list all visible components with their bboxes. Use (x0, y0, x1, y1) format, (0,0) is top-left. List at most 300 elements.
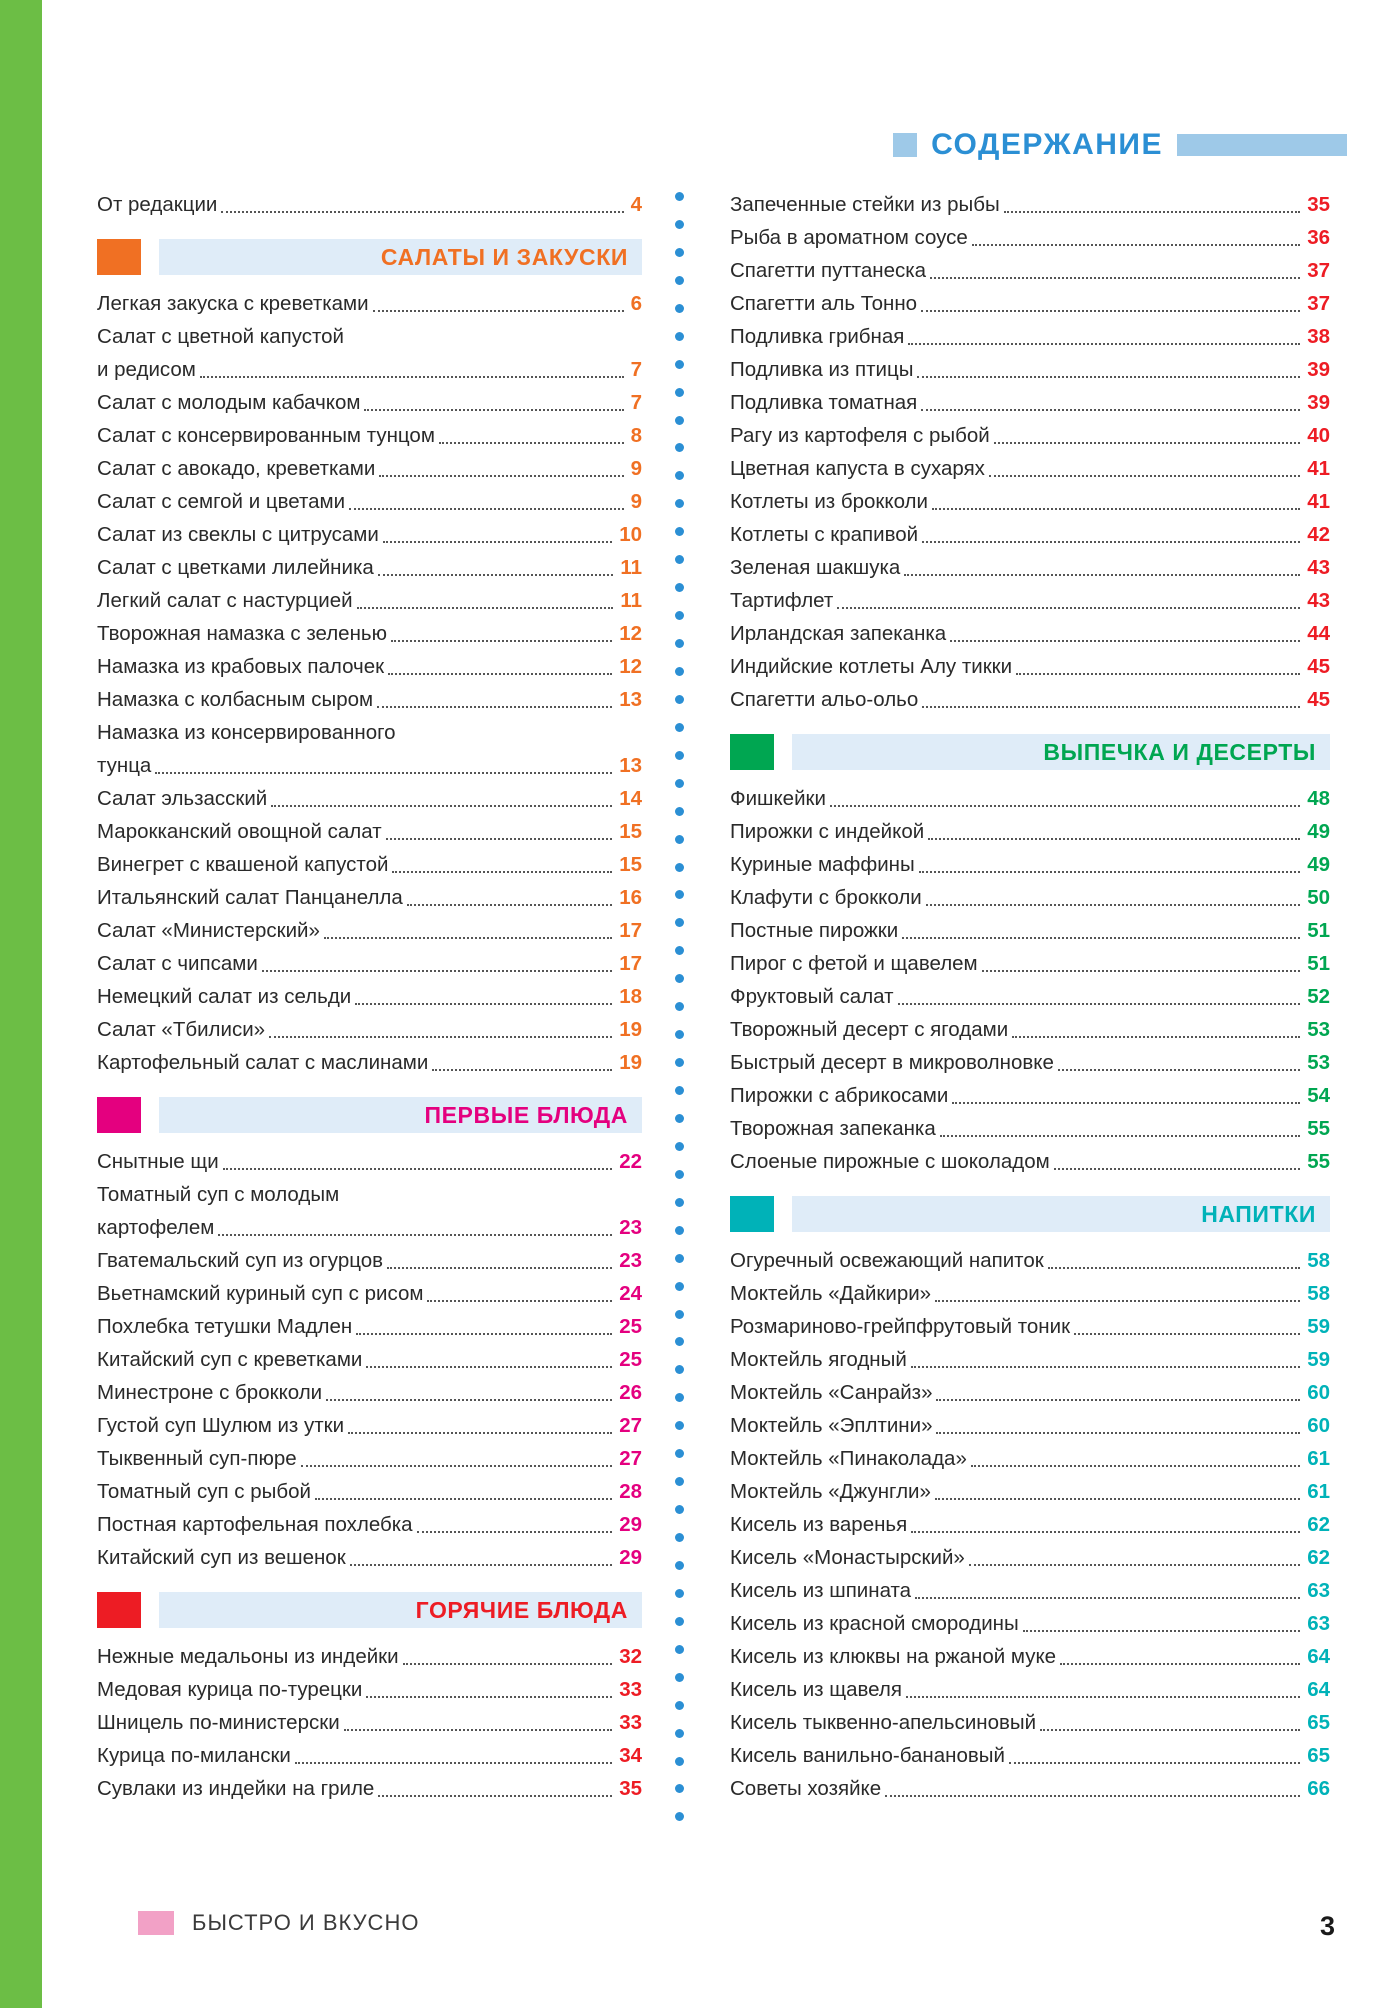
toc-entry[interactable] (730, 980, 1330, 1013)
toc-entry-title: Кисель из красной смородины (730, 1612, 1019, 1635)
toc-entry-leader (971, 1464, 1300, 1467)
toc-entry[interactable] (730, 1574, 1330, 1607)
toc-entry-page: 6 (630, 292, 642, 315)
toc-entry-title: Подливка из птицы (730, 358, 914, 381)
toc-section-header (97, 1592, 642, 1632)
toc-entry[interactable] (730, 1277, 1330, 1310)
toc-entry-page: 12 (619, 622, 642, 645)
toc-entry-title: и редисом (97, 358, 196, 381)
toc-entry-title: Кисель ванильно-банановый (730, 1744, 1005, 1767)
toc-entry[interactable] (730, 1607, 1330, 1640)
toc-entry-leader (915, 1596, 1300, 1599)
toc-entry-title: Зеленая шакшука (730, 556, 901, 579)
toc-entry-page: 48 (1307, 787, 1330, 810)
toc-entry-title: Салат с семгой и цветами (97, 490, 346, 513)
toc-entry[interactable] (730, 650, 1330, 683)
toc-entry-page: 24 (619, 1282, 642, 1305)
toc-entry-title: Пирожки с абрикосами (730, 1084, 949, 1107)
toc-entry-leader (935, 1497, 1300, 1500)
toc-entry[interactable] (97, 1376, 642, 1409)
toc-entry[interactable] (97, 1310, 642, 1343)
toc-entry-title: Творожная запеканка (730, 1117, 936, 1140)
toc-entry-leader (439, 441, 624, 444)
toc-entry-title: Кисель из варенья (730, 1513, 908, 1536)
toc-entry[interactable] (730, 1475, 1330, 1508)
toc-entry-leader (427, 1299, 612, 1302)
page-title: СОДЕРЖАНИЕ (931, 128, 1163, 161)
toc-entry-leader (326, 1398, 612, 1401)
toc-entry[interactable] (730, 287, 1330, 320)
toc-entry-leader (989, 474, 1300, 477)
toc-entry-title: Марокканский овощной салат (97, 820, 382, 843)
toc-entry[interactable] (730, 1376, 1330, 1409)
toc-entry[interactable] (97, 584, 642, 617)
toc-columns (97, 188, 1347, 1805)
toc-entry[interactable] (97, 1277, 642, 1310)
toc-entry-page: 38 (1307, 325, 1330, 348)
toc-entry-leader (936, 1431, 1300, 1434)
toc-entry-page: 49 (1307, 820, 1330, 843)
toc-entry-page: 29 (619, 1513, 642, 1536)
toc-entry-title: Вьетнамский куриный суп с рисом (97, 1282, 424, 1305)
toc-entry[interactable] (730, 584, 1330, 617)
toc-entry-title: Тартифлет (730, 589, 834, 612)
toc-entry[interactable] (730, 386, 1330, 419)
section-title-band (159, 1097, 642, 1133)
toc-entry-leader (155, 771, 612, 774)
toc-entry[interactable] (97, 947, 642, 980)
toc-entry-page: 51 (1307, 952, 1330, 975)
toc-entry-page: 54 (1307, 1084, 1330, 1107)
toc-entry-page: 7 (630, 391, 642, 414)
section-color-chip (730, 1196, 774, 1232)
toc-entry-page: 45 (1307, 688, 1330, 711)
toc-entry[interactable] (97, 320, 642, 353)
toc-entry-leader (1060, 1662, 1300, 1665)
toc-entry-leader (911, 1365, 1300, 1368)
toc-entry[interactable] (730, 1013, 1330, 1046)
toc-section-header (730, 734, 1330, 774)
toc-entry[interactable] (97, 1178, 642, 1211)
toc-entry[interactable] (97, 815, 642, 848)
toc-entry-title: Пирог с фетой и щавелем (730, 952, 978, 975)
toc-entry-page: 15 (619, 853, 642, 876)
toc-entry-title: Котлеты из брокколи (730, 490, 928, 513)
toc-entry-title: Рагу из картофеля с рыбой (730, 424, 990, 447)
toc-section-header (97, 239, 642, 279)
toc-entry-page: 13 (619, 688, 642, 711)
toc-entry-page: 12 (619, 655, 642, 678)
toc-entry-page: 43 (1307, 589, 1330, 612)
toc-entry[interactable] (97, 881, 642, 914)
toc-entry-page: 37 (1307, 292, 1330, 315)
toc-entry[interactable] (97, 782, 642, 815)
toc-entry-title: Быстрый десерт в микроволновке (730, 1051, 1054, 1074)
toc-entry-leader (377, 705, 612, 708)
toc-entry[interactable] (97, 1013, 642, 1046)
toc-entry[interactable] (730, 551, 1330, 584)
toc-entry[interactable] (730, 518, 1330, 551)
toc-entry-page: 4 (630, 193, 642, 216)
toc-entry-title: Китайский суп из вешенок (97, 1546, 346, 1569)
toc-entry[interactable] (730, 419, 1330, 452)
toc-entry-title: Салат «Министерский» (97, 919, 320, 942)
toc-entry-page: 22 (619, 1150, 642, 1173)
toc-entry[interactable] (97, 1541, 642, 1574)
toc-entry[interactable] (730, 1640, 1330, 1673)
toc-entry-page: 25 (619, 1348, 642, 1371)
toc-entry[interactable] (97, 650, 642, 683)
toc-entry[interactable] (730, 1112, 1330, 1145)
section-title: ГОРЯЧИЕ БЛЮДА (415, 1596, 628, 1623)
toc-entry-leader (387, 1266, 612, 1269)
toc-entry-title: Индийские котлеты Алу тикки (730, 655, 1013, 678)
toc-entry[interactable] (97, 551, 642, 584)
toc-entry-leader (1016, 672, 1300, 675)
toc-entry[interactable] (97, 617, 642, 650)
toc-entry-title: Китайский суп с креветками (97, 1348, 363, 1371)
toc-entry-title: Курица по-милански (97, 1744, 291, 1767)
toc-entry-leader (417, 1530, 613, 1533)
toc-entry-title: Салат с чипсами (97, 952, 258, 975)
toc-section-header (730, 1196, 1330, 1236)
toc-entry-leader (378, 573, 614, 576)
section-title-band (159, 239, 642, 275)
toc-entry-title: Легкая закуска с креветками (97, 292, 369, 315)
toc-entry-page: 18 (619, 985, 642, 1008)
toc-entry-title: Немецкий салат из сельди (97, 985, 352, 1008)
toc-entry-title: Салат из свеклы с цитрусами (97, 523, 379, 546)
section-title: ПЕРВЫЕ БЛЮДА (424, 1101, 628, 1128)
toc-entry-title: Фруктовый салат (730, 985, 894, 1008)
toc-entry-page: 16 (619, 886, 642, 909)
toc-entry-title: Моктейль «Пинаколада» (730, 1447, 967, 1470)
toc-entry-leader (373, 309, 624, 312)
toc-entry[interactable] (730, 1343, 1330, 1376)
toc-entry-page: 37 (1307, 259, 1330, 282)
toc-entry-page: 42 (1307, 523, 1330, 546)
toc-entry-leader (392, 870, 612, 873)
toc-entry-page: 62 (1307, 1546, 1330, 1569)
toc-entry-title: Ирландская запеканка (730, 622, 947, 645)
toc-entry[interactable] (730, 947, 1330, 980)
toc-entry-page: 19 (619, 1018, 642, 1041)
toc-entry-title: Постные пирожки (730, 919, 899, 942)
toc-entry[interactable] (97, 848, 642, 881)
toc-entry-title: Фишкейки (730, 787, 826, 810)
toc-entry[interactable] (730, 485, 1330, 518)
toc-entry[interactable] (730, 1409, 1330, 1442)
toc-entry-page: 39 (1307, 358, 1330, 381)
toc-entry-leader (935, 1299, 1300, 1302)
toc-entry[interactable] (97, 1739, 642, 1772)
toc-entry[interactable] (97, 1244, 642, 1277)
toc-entry-page: 26 (619, 1381, 642, 1404)
toc-entry[interactable] (97, 1475, 642, 1508)
toc-entry-leader (917, 375, 1300, 378)
toc-entry-leader (269, 1035, 612, 1038)
toc-entry[interactable] (97, 1442, 642, 1475)
toc-entry[interactable] (97, 683, 642, 716)
toc-entry-title: Томатный суп с молодым (97, 1183, 340, 1206)
toc-entry-page: 58 (1307, 1249, 1330, 1272)
toc-entry-title: Советы хозяйке (730, 1777, 882, 1800)
toc-entry[interactable] (730, 914, 1330, 947)
toc-entry[interactable] (97, 188, 642, 221)
toc-entry-leader (378, 1794, 612, 1797)
toc-entry-leader (349, 507, 624, 510)
toc-entry[interactable] (730, 221, 1330, 254)
toc-entry-page: 27 (619, 1447, 642, 1470)
toc-entry-leader (386, 837, 613, 840)
toc-entry-title: Спагетти путтанеска (730, 259, 927, 282)
toc-entry-page: 64 (1307, 1645, 1330, 1668)
toc-entry-leader (898, 1002, 1301, 1005)
toc-entry-page: 63 (1307, 1612, 1330, 1635)
toc-entry-title: От редакции (97, 193, 218, 216)
toc-entry-leader (1004, 210, 1300, 213)
toc-entry-page: 15 (619, 820, 642, 843)
toc-entry-page: 51 (1307, 919, 1330, 942)
toc-entry-title: Спагетти аль Тонно (730, 292, 918, 315)
toc-entry-leader (383, 540, 612, 543)
toc-entry-leader (982, 969, 1301, 972)
toc-entry-page: 45 (1307, 655, 1330, 678)
toc-entry-leader (921, 309, 1300, 312)
toc-entry-title: Томатный суп с рыбой (97, 1480, 311, 1503)
toc-entry-page: 33 (619, 1711, 642, 1734)
toc-entry[interactable] (730, 1508, 1330, 1541)
toc-entry-page: 34 (619, 1744, 642, 1767)
toc-entry-leader (388, 672, 612, 675)
toc-entry[interactable] (97, 287, 642, 320)
toc-entry-title: Минестроне с брокколи (97, 1381, 323, 1404)
toc-entry-leader (919, 870, 1300, 873)
toc-entry-leader (969, 1563, 1300, 1566)
toc-entry-page: 10 (619, 523, 642, 546)
toc-entry[interactable] (97, 1343, 642, 1376)
toc-entry-page: 23 (619, 1249, 642, 1272)
toc-entry[interactable] (97, 1673, 642, 1706)
toc-entry-leader (932, 507, 1300, 510)
toc-entry-leader (295, 1761, 612, 1764)
toc-entry[interactable] (730, 683, 1330, 716)
toc-entry-title: Салат с цветной капустой (97, 325, 344, 348)
toc-entry-title: Салат с консервированным тунцом (97, 424, 435, 447)
toc-entry-leader (950, 639, 1300, 642)
toc-entry-title: Творожная намазка с зеленью (97, 622, 387, 645)
toc-entry[interactable] (730, 815, 1330, 848)
footer-label: БЫСТРО И ВКУСНО (192, 1910, 420, 1935)
toc-entry[interactable] (97, 452, 642, 485)
footer (138, 1910, 419, 1936)
toc-entry-title: Моктейль ягодный (730, 1348, 907, 1371)
toc-entry-title: Салат с молодым кабачком (97, 391, 361, 414)
toc-entry[interactable] (97, 518, 642, 551)
section-title-band (792, 734, 1330, 770)
toc-entry-title: тунца (97, 754, 152, 777)
toc-entry-page: 40 (1307, 424, 1330, 447)
toc-entry[interactable] (97, 1772, 642, 1805)
toc-entry[interactable] (730, 353, 1330, 386)
toc-entry-leader (407, 903, 612, 906)
toc-entry-leader (1040, 1728, 1300, 1731)
section-title-band (159, 1592, 642, 1628)
toc-entry-leader (315, 1497, 612, 1500)
toc-entry-page: 60 (1307, 1414, 1330, 1437)
toc-entry-title: Картофельный салат с маслинами (97, 1051, 429, 1074)
toc-entry[interactable] (97, 386, 642, 419)
toc-entry-leader (301, 1464, 613, 1467)
toc-entry-page: 64 (1307, 1678, 1330, 1701)
toc-entry-title: Котлеты с крапивой (730, 523, 919, 546)
section-color-chip (730, 734, 774, 770)
toc-entry[interactable] (730, 188, 1330, 221)
toc-entry[interactable] (97, 1706, 642, 1739)
toc-entry-page: 53 (1307, 1051, 1330, 1074)
toc-entry-title: Винегрет с квашеной капустой (97, 853, 389, 876)
toc-entry[interactable] (730, 452, 1330, 485)
toc-entry-title: Кисель «Монастырский» (730, 1546, 965, 1569)
section-title: НАПИТКИ (1201, 1200, 1316, 1227)
toc-entry-leader (926, 903, 1300, 906)
toc-column-right (690, 188, 1330, 1805)
toc-entry-title: Тыквенный суп-пюре (97, 1447, 297, 1470)
toc-entry-page: 25 (619, 1315, 642, 1338)
toc-entry-leader (908, 342, 1300, 345)
toc-entry-page: 8 (630, 424, 642, 447)
section-color-chip (97, 239, 141, 275)
toc-entry-leader (432, 1068, 612, 1071)
toc-entry[interactable] (97, 1211, 642, 1244)
toc-entry-leader (930, 276, 1300, 279)
toc-entry-leader (223, 1167, 612, 1170)
toc-entry-leader (940, 1134, 1300, 1137)
toc-entry-title: Салат «Тбилиси» (97, 1018, 266, 1041)
toc-entry[interactable] (730, 320, 1330, 353)
toc-entry[interactable] (730, 617, 1330, 650)
toc-entry-title: Салат эльзасский (97, 787, 268, 810)
toc-entry-leader (221, 210, 623, 213)
toc-entry-leader (356, 1332, 612, 1335)
toc-entry[interactable] (730, 881, 1330, 914)
toc-entry[interactable] (730, 782, 1330, 815)
toc-entry[interactable] (730, 1673, 1330, 1706)
toc-entry[interactable] (97, 914, 642, 947)
toc-entry-title: картофелем (97, 1216, 215, 1239)
toc-entry-title: Пирожки с индейкой (730, 820, 925, 843)
toc-entry-page: 33 (619, 1678, 642, 1701)
section-color-chip (97, 1592, 141, 1628)
toc-entry-title: Моктейль «Эплтини» (730, 1414, 933, 1437)
toc-entry-leader (1023, 1629, 1300, 1632)
toc-entry-page: 65 (1307, 1744, 1330, 1767)
toc-entry[interactable] (97, 716, 642, 749)
toc-entry-title: Рыба в ароматном соусе (730, 226, 968, 249)
toc-entry-leader (343, 1202, 635, 1203)
toc-entry-page: 11 (620, 556, 642, 579)
toc-entry[interactable] (97, 485, 642, 518)
toc-entry-page: 41 (1307, 490, 1330, 513)
toc-entry[interactable] (97, 1508, 642, 1541)
toc-entry[interactable] (730, 1772, 1330, 1805)
toc-entry[interactable] (730, 254, 1330, 287)
toc-entry-leader (1048, 1266, 1301, 1269)
toc-entry-page: 61 (1307, 1480, 1330, 1503)
toc-entry-page: 39 (1307, 391, 1330, 414)
toc-entry-title: Кисель из щавеля (730, 1678, 902, 1701)
toc-entry-page: 59 (1307, 1348, 1330, 1371)
toc-entry-title: Клафути с брокколи (730, 886, 922, 909)
toc-entry-page: 29 (619, 1546, 642, 1569)
toc-entry-title: Моктейль «Санрайз» (730, 1381, 933, 1404)
section-title-band (792, 1196, 1330, 1232)
toc-entry[interactable] (97, 749, 642, 782)
toc-entry[interactable] (730, 1706, 1330, 1739)
toc-entry-leader (904, 573, 1300, 576)
toc-entry-leader (936, 1398, 1300, 1401)
toc-entry[interactable] (97, 1409, 642, 1442)
toc-entry[interactable] (97, 1640, 642, 1673)
toc-entry-title: Похлебка тетушки Мадлен (97, 1315, 353, 1338)
header-bar-marker (1177, 134, 1347, 156)
toc-entry-leader (1009, 1761, 1300, 1764)
toc-entry-title: Цветная капуста в сухарях (730, 457, 985, 480)
toc-entry[interactable] (97, 980, 642, 1013)
toc-entry-page: 55 (1307, 1150, 1330, 1173)
toc-entry-page: 60 (1307, 1381, 1330, 1404)
toc-entry-title: Нежные медальоны из индейки (97, 1645, 399, 1668)
toc-entry-leader (952, 1101, 1300, 1104)
toc-entry-title: Подливка грибная (730, 325, 905, 348)
toc-entry-page: 63 (1307, 1579, 1330, 1602)
section-title: ВЫПЕЧКА И ДЕСЕРТЫ (1043, 738, 1316, 765)
toc-entry[interactable] (97, 419, 642, 452)
toc-entry-title: Намазка с колбасным сыром (97, 688, 374, 711)
toc-entry[interactable] (730, 1145, 1330, 1178)
toc-entry[interactable] (97, 353, 642, 386)
toc-entry-leader (348, 1431, 612, 1434)
toc-entry[interactable] (730, 1046, 1330, 1079)
toc-entry-leader (355, 1002, 612, 1005)
toc-column-left (97, 188, 642, 1805)
left-edge-stripe (0, 0, 42, 2008)
toc-entry[interactable] (730, 1244, 1330, 1277)
toc-entry-page: 49 (1307, 853, 1330, 876)
toc-entry-page: 7 (630, 358, 642, 381)
toc-entry[interactable] (730, 848, 1330, 881)
toc-entry[interactable] (97, 1046, 642, 1079)
toc-entry-page: 28 (619, 1480, 642, 1503)
toc-entry-leader (906, 1695, 1300, 1698)
toc-entry-title: Сувлаки из индейки на гриле (97, 1777, 375, 1800)
toc-entry[interactable] (730, 1739, 1330, 1772)
header-square-marker (893, 133, 917, 157)
toc-entry-title: Намазка из крабовых палочек (97, 655, 385, 678)
toc-entry-page: 14 (619, 787, 642, 810)
toc-entry-leader (391, 639, 612, 642)
toc-entry-leader (922, 540, 1300, 543)
toc-entry[interactable] (730, 1079, 1330, 1112)
toc-entry[interactable] (97, 1145, 642, 1178)
toc-entry-page: 17 (619, 952, 642, 975)
toc-entry-title: Творожный десерт с ягодами (730, 1018, 1009, 1041)
toc-entry[interactable] (730, 1541, 1330, 1574)
toc-entry-leader (324, 936, 612, 939)
toc-entry-title: Густой суп Шулюм из утки (97, 1414, 345, 1437)
toc-entry[interactable] (730, 1310, 1330, 1343)
toc-entry[interactable] (730, 1442, 1330, 1475)
